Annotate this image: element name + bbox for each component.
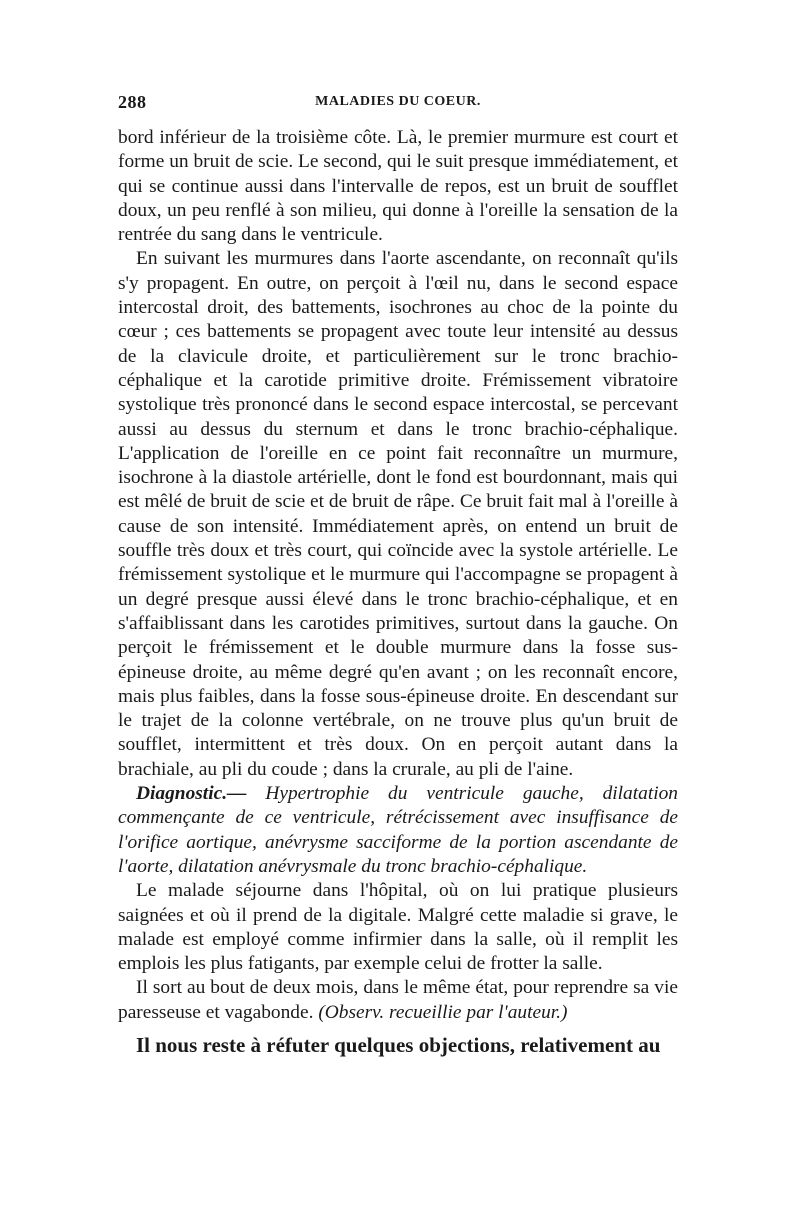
final-line: Il nous reste à réfuter quelques objections, relativement au: [136, 1032, 661, 1057]
paragraph-murmurs: En suivant les murmures dans l'aorte ascendante, on reconnaît qu'ils s'y propagent. En outre, on perçoit à l'œil nu, dans le second espace intercostal droit, des battements, isochrones au choc de la pointe du cœur ; ces battements se propagent avec toute leur intensité au dessus de la clavicule droite, et particulièrement sur le tronc brachio-céphalique et la carotide primitive droite. Frémissement vibratoire systolique très prononcé dans le second espace intercostal, se percevant aussi au dessus du sternum et dans le tronc brachio-céphalique. L'application de l'oreille en ce point fait reconnaître un murmure, isochrone à la diastole artérielle, dont le fond est bourdonnant, mais qui est mêlé de bruit de scie et de bruit de râpe. Ce bruit fait mal à l'oreille à cause de son intensité. Immédiatement après, on entend un bruit de souffle très doux et très court, qui coïncide avec la systole artérielle. Le frémissement systolique et le murmure qui l'accompagne se propagent à un degré presque aussi élevé dans le tronc brachio-céphalique, et en s'affaiblissant dans les carotides primitives, surtout dans la gauche. On perçoit le frémissement et le double murmure dans la fosse sus-épineuse droite, au même degré qu'en avant ; on les reconnaît encore, mais plus faibles, dans la fosse sous-épineuse droite. En descendant sur le trajet de la colonne vertébrale, on ne trouve plus qu'un bruit de soufflet, intermittent et très doux. On en perçoit autant dans la brachiale, au pli du coude ; dans la crurale, au pli de l'aine.: [118, 248, 678, 780]
paragraph-hospital: Le malade séjourne dans l'hôpital, où on lui pratique plusieurs saignées et où il prend de la digitale. Malgré cette maladie si grave, le malade est employé comme infirmier dans la salle, où il remplit les emplois les plus fatigants, par exemple celui de frotter la salle.: [118, 880, 678, 975]
paragraph-discharge: [118, 976, 678, 1025]
page-number: 288: [118, 92, 147, 112]
paragraph-continuation: bord inférieur de la troisième côte. Là, le premier murmure est court et forme un bruit de scie. Le second, qui le suit presque immédiatement, et qui se continue aussi dans l'intervalle de repos, est un bruit de soufflet doux, un peu renflé à son milieu, qui donne à l'oreille la sensation de la rentrée du sang dans le ventricule.: [118, 127, 678, 246]
page-body: [118, 126, 678, 1057]
page-header: [118, 92, 678, 116]
discharge-text: Il sort au bout de deux mois, dans le même état, pour reprendre sa vie paresseuse et vagabonde.: [118, 977, 678, 1023]
diagnostic-text: Hypertrophie du ventricule gauche, dilatation commençante de ce ventricule, rétrécissement avec insuffisance de l'orifice aortique, anévrysme sacciforme de la portion ascendante de l'aorte, dilatation anévrysmale du tronc brachio-céphalique.: [118, 783, 678, 877]
running-title: MALADIES DU COEUR.: [315, 94, 481, 109]
observation-note: (Observ. recueillie par l'auteur.): [318, 1001, 568, 1023]
diagnostic-lead: Diagnostic.—: [136, 783, 247, 805]
paragraph-diagnostic: [118, 782, 678, 879]
